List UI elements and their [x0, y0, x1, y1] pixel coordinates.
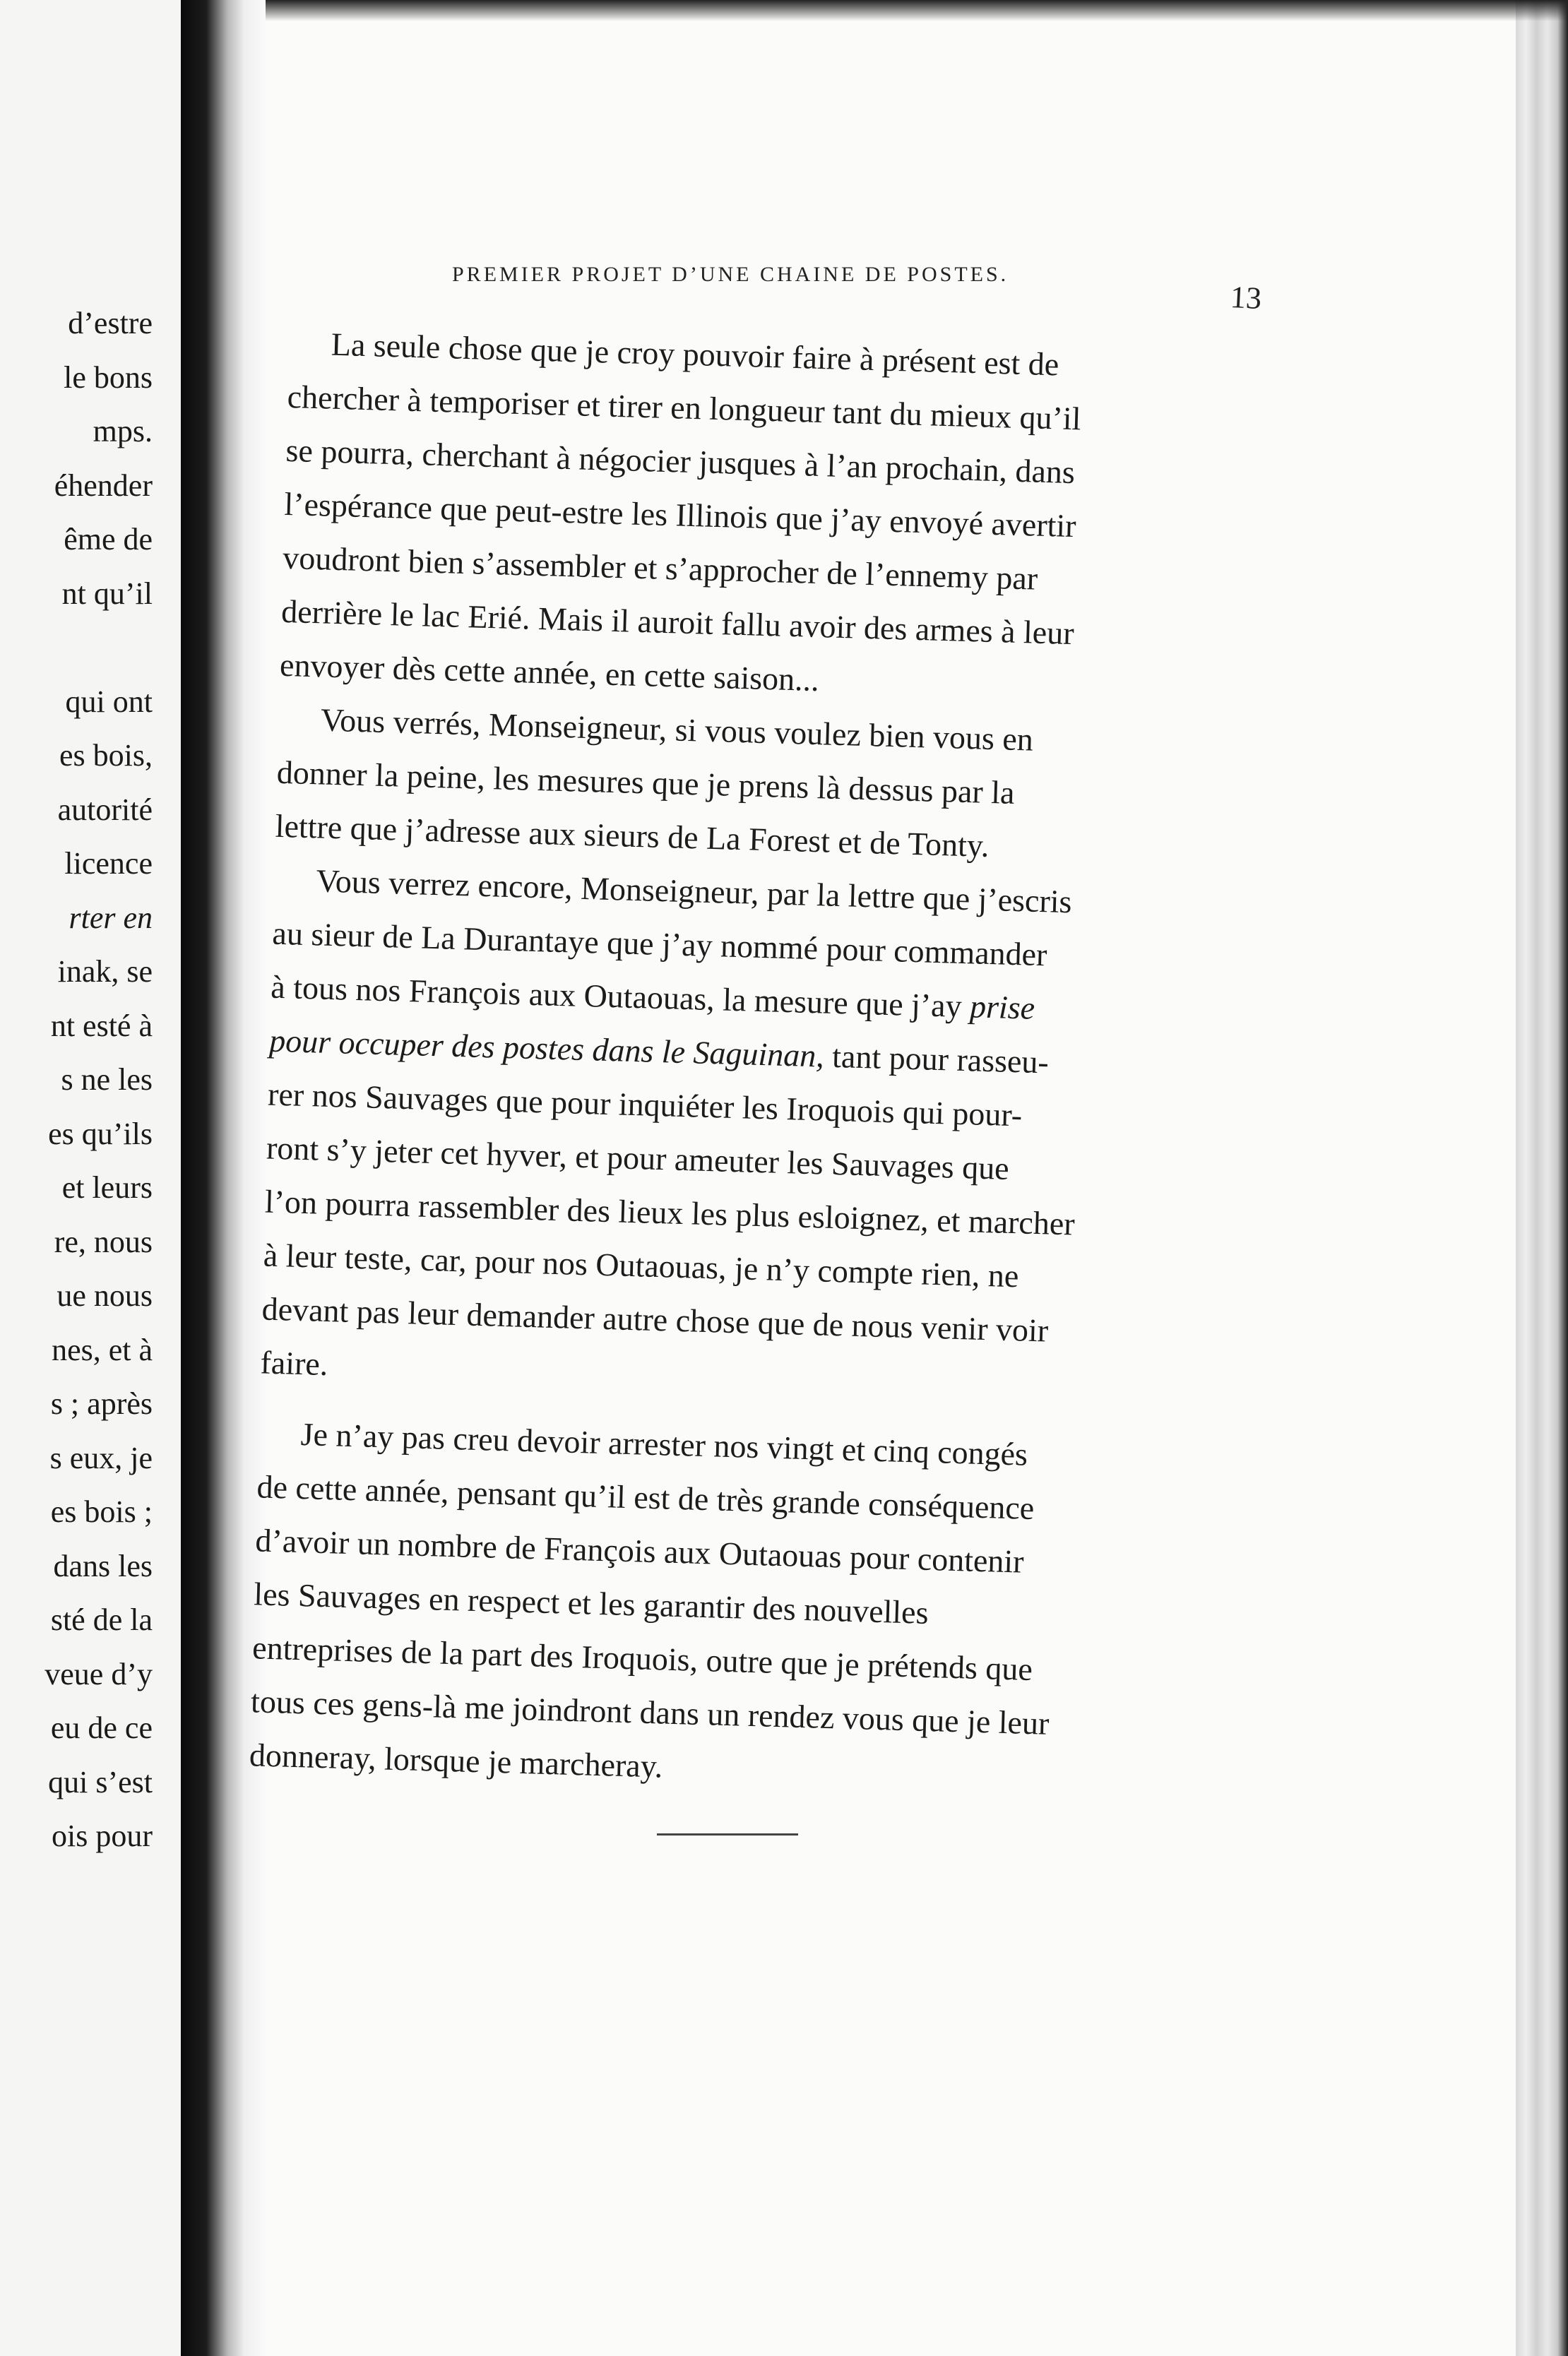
left-line: s eux, je — [49, 1440, 153, 1475]
text-line: les Sauvages en respect et les garantir des nouvelles — [253, 1576, 929, 1631]
left-line: qui ont — [65, 684, 153, 719]
left-line-gap — [0, 621, 153, 675]
text-line: La seule chose que je croy pouvoir faire à présent est de — [331, 326, 1059, 383]
left-line: licence — [64, 846, 153, 881]
text-line: devant pas leur demander autre chose que de nous venir voir — [261, 1290, 1049, 1349]
text-line: derrière le lac Erié. Mais il auroit fallu avoir des armes à leur — [280, 593, 1075, 652]
left-line: sté de la — [50, 1602, 153, 1637]
left-line: et leurs — [61, 1170, 153, 1205]
left-line: es bois ; — [50, 1494, 153, 1529]
left-line: nt esté à — [50, 1008, 153, 1043]
text-line: Je n’ay pas creu devoir arrester nos vingt et cinq congés — [300, 1416, 1028, 1472]
italic-segment: prise — [969, 988, 1035, 1026]
left-line: re, nous — [54, 1224, 153, 1259]
left-line: es bois, — [59, 738, 153, 773]
left-page-text — [0, 297, 153, 1864]
text-line: faire. — [259, 1344, 329, 1383]
running-head: PREMIER PROJET D’UNE CHAINE DE POSTES. — [452, 263, 1009, 286]
text-line: l’espérance que peut-estre les Illinois que j’ay envoyé avertir — [283, 485, 1077, 545]
text-line: d’avoir un nombre de François aux Outaouas pour contenir — [254, 1522, 1025, 1580]
paragraph-3 — [260, 853, 1221, 1416]
left-line: mps. — [93, 414, 153, 448]
text-line: Vous verrez encore, Monseigneur, par la lettre que j’escris — [315, 862, 1073, 920]
text-line: à leur teste, car, pour nos Outaouas, je n’y compte rien, ne — [263, 1237, 1020, 1295]
text-line: au sieur de La Durantaye que j’ay nommé pour commander — [271, 915, 1048, 973]
left-line: autorité — [57, 792, 153, 827]
text-line: rer nos Sauvages que pour inquiéter les Iroquois qui pour- — [267, 1076, 1023, 1134]
left-line: le bons — [64, 359, 153, 395]
book-gutter — [181, 0, 266, 2356]
end-rule — [657, 1833, 798, 1836]
left-line: d’estre — [68, 306, 153, 340]
left-line: es qu’ils — [48, 1116, 153, 1151]
left-line: inak, se — [57, 954, 153, 989]
text-segment: tant pour rasseu- — [824, 1037, 1050, 1081]
paragraph-2 — [275, 692, 1225, 879]
page-edge — [1516, 0, 1568, 2356]
paragraph-1 — [279, 316, 1235, 718]
left-line: veue d’y — [44, 1656, 153, 1691]
text-line: chercher à temporiser et tirer en longueur tant du mieux qu’il — [287, 378, 1082, 437]
left-line: s ; après — [50, 1386, 153, 1421]
text-line: ront s’y jeter cet hyver, et pour ameuter les Sauvages que — [266, 1129, 1010, 1186]
left-line: nt qu’il — [61, 576, 153, 611]
left-line: ue nous — [57, 1278, 153, 1313]
text-line: Vous verrés, Monseigneur, si vous voulez bien vous en — [320, 701, 1034, 758]
page-number: 13 — [1229, 279, 1263, 316]
left-line: nes, et à — [52, 1332, 153, 1367]
left-line: rter en — [69, 900, 153, 935]
left-line: éhender — [54, 468, 153, 503]
text-line: donneray, lorsque je marcheray. — [249, 1737, 663, 1785]
text-line: de cette année, pensant qu’il est de très grande conséquence — [256, 1468, 1035, 1527]
text-segment: à tous nos François aux Outaouas, la mesure que j’ay — [270, 968, 970, 1025]
text-line: envoyer dès cette année, en cette saison... — [279, 646, 820, 698]
text-line: tous ces gens-là me joindront dans un rendez vous que je leur — [250, 1683, 1050, 1742]
left-page — [0, 0, 181, 2356]
text-line: se pourra, cherchant à négocier jusques à l’an prochain, dans — [285, 432, 1076, 491]
italic-segment: pour occuper des postes dans le Saguinan, — [268, 1022, 825, 1074]
left-line: eu de ce — [50, 1711, 153, 1745]
text-line: l’on pourra rassembler des lieux les plus esloignez, et marcher — [264, 1183, 1076, 1242]
text-line: lettre que j’adresse aux sieurs de La Forest et de Tonty. — [275, 807, 990, 864]
left-line: qui s’est — [48, 1764, 153, 1799]
left-line: s ne les — [61, 1062, 153, 1097]
text-line: voudront bien s’assembler et s’approcher de l’ennemy par — [282, 539, 1038, 597]
left-line: dans les — [53, 1548, 153, 1583]
text-line: donner la peine, les mesures que je prens là dessus par la — [276, 754, 1016, 811]
left-line: ême de — [64, 522, 153, 557]
text-line: entreprises de la part des Iroquois, outre que je prétends que — [251, 1629, 1033, 1688]
top-shadow — [266, 0, 1568, 21]
paragraph-4 — [249, 1406, 1205, 1808]
left-line: ois pour — [52, 1819, 153, 1853]
body-text — [249, 316, 1235, 1809]
